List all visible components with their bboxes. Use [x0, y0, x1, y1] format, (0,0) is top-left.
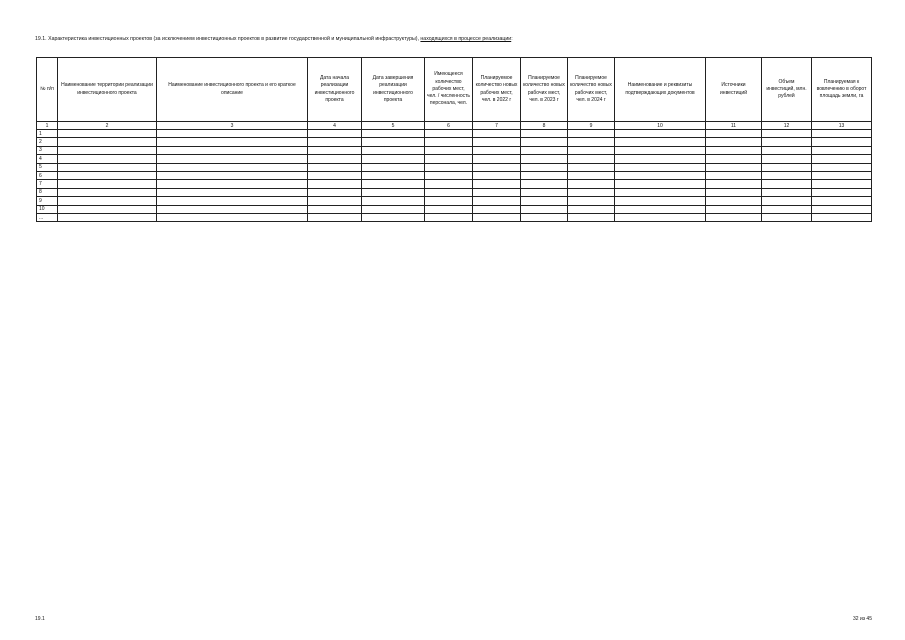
- table-cell: [425, 138, 473, 146]
- table-cell: [706, 130, 762, 138]
- table-cell: [615, 197, 706, 205]
- table-cell: [568, 213, 615, 221]
- table-cell: [308, 130, 362, 138]
- table-cell: [308, 146, 362, 154]
- table-cell: [473, 163, 521, 171]
- table-cell: [308, 205, 362, 213]
- table-cell: [521, 146, 568, 154]
- table-cell: [706, 205, 762, 213]
- table-cell: [762, 130, 812, 138]
- table-cell: [615, 180, 706, 188]
- table-cell: [425, 197, 473, 205]
- column-number: 4: [308, 122, 362, 130]
- table-cell: [58, 205, 157, 213]
- column-number: 3: [157, 122, 308, 130]
- table-row: [37, 205, 872, 213]
- table-cell: [58, 171, 157, 179]
- table-cell: [568, 205, 615, 213]
- table-cell: [568, 138, 615, 146]
- table-cell: [812, 146, 872, 154]
- table-cell: [812, 163, 872, 171]
- table-cell: [568, 163, 615, 171]
- table-cell: [762, 163, 812, 171]
- table-cell: [473, 171, 521, 179]
- table-cell: [362, 130, 425, 138]
- table-row: [37, 163, 872, 171]
- section-caption: [35, 36, 513, 42]
- table-cell: [706, 213, 762, 221]
- table-cell: [706, 171, 762, 179]
- table-cell: [521, 188, 568, 196]
- table-cell: [362, 146, 425, 154]
- table-cell: [362, 155, 425, 163]
- table-cell: [521, 180, 568, 188]
- column-header: Планируемая к вовлечению в оборот площадь земли, га: [812, 58, 872, 122]
- table-row: [37, 180, 872, 188]
- table-cell: [362, 171, 425, 179]
- table-cell: [706, 146, 762, 154]
- column-header: Планируемое количество новых рабочих мест, чел. в 2022 г: [473, 58, 521, 122]
- table-cell: [706, 197, 762, 205]
- table-cell: [58, 130, 157, 138]
- table-cell: [812, 180, 872, 188]
- table-cell: [521, 155, 568, 163]
- row-number: 1: [37, 130, 58, 138]
- column-number: 1: [37, 122, 58, 130]
- table-cell: [521, 171, 568, 179]
- column-number-row: [37, 122, 872, 130]
- table-cell: [473, 213, 521, 221]
- column-header: Дата начала реализации инвестиционного проекта: [308, 58, 362, 122]
- column-number: 11: [706, 122, 762, 130]
- table-cell: [308, 171, 362, 179]
- row-number: 8: [37, 188, 58, 196]
- column-header: Источники инвестиций: [706, 58, 762, 122]
- column-number: 7: [473, 122, 521, 130]
- table-cell: [157, 180, 308, 188]
- table-cell: [425, 146, 473, 154]
- table-cell: [762, 180, 812, 188]
- table-row: [37, 130, 872, 138]
- table-cell: [812, 213, 872, 221]
- table-cell: [615, 213, 706, 221]
- table-cell: [762, 155, 812, 163]
- table-cell: [812, 138, 872, 146]
- table-cell: [615, 138, 706, 146]
- footer-page-number: 32 из 45: [853, 616, 872, 622]
- table-cell: [706, 180, 762, 188]
- table-cell: [473, 138, 521, 146]
- table-cell: [762, 197, 812, 205]
- table-cell: [157, 171, 308, 179]
- column-number: 12: [762, 122, 812, 130]
- table-cell: [362, 197, 425, 205]
- column-header: Наименование и реквизиты подтверждающих документов: [615, 58, 706, 122]
- table-cell: [812, 155, 872, 163]
- table-cell: [473, 180, 521, 188]
- table-row: [37, 188, 872, 196]
- table-cell: [568, 180, 615, 188]
- table-cell: [615, 205, 706, 213]
- table-cell: [157, 155, 308, 163]
- table-cell: [762, 188, 812, 196]
- table-cell: [157, 213, 308, 221]
- row-number: 9: [37, 197, 58, 205]
- column-number: 2: [58, 122, 157, 130]
- table-cell: [308, 213, 362, 221]
- table-cell: [706, 138, 762, 146]
- table-cell: [521, 213, 568, 221]
- table-cell: [568, 146, 615, 154]
- table-cell: [425, 155, 473, 163]
- table-cell: [568, 171, 615, 179]
- row-number: 3: [37, 146, 58, 154]
- caption-text: 19.1. Характеристика инвестиционных проектов (за исключением инвестиционных проектов в развитие государственной и муниципальной инфраструктуры),: [35, 36, 421, 42]
- column-header: Планируемое количество новых рабочих мест, чел. в 2024 г: [568, 58, 615, 122]
- caption-end: :: [511, 36, 513, 42]
- table-cell: [425, 180, 473, 188]
- table-cell: [615, 155, 706, 163]
- table-cell: [473, 155, 521, 163]
- column-header: Планируемое количество новых рабочих мест, чел. в 2023 г: [521, 58, 568, 122]
- table-cell: [615, 163, 706, 171]
- table-cell: [362, 188, 425, 196]
- investment-projects-table: [36, 57, 872, 222]
- column-header: Наименование инвестиционного проекта и его краткое описание: [157, 58, 308, 122]
- table-cell: [362, 205, 425, 213]
- table-cell: [58, 180, 157, 188]
- table-cell: [615, 171, 706, 179]
- table-cell: [521, 205, 568, 213]
- table-row: [37, 171, 872, 179]
- column-header: Объем инвестиций, млн. рублей: [762, 58, 812, 122]
- table-row: [37, 138, 872, 146]
- table-cell: [762, 205, 812, 213]
- table-cell: [157, 146, 308, 154]
- table-cell: [762, 213, 812, 221]
- table-cell: [58, 163, 157, 171]
- table-cell: [812, 197, 872, 205]
- table-cell: [568, 130, 615, 138]
- table-cell: [425, 205, 473, 213]
- column-header: № п/п: [37, 58, 58, 122]
- table-cell: [521, 197, 568, 205]
- table-cell: [425, 213, 473, 221]
- table-cell: [157, 130, 308, 138]
- table-cell: [157, 205, 308, 213]
- table-cell: [568, 188, 615, 196]
- row-number: 6: [37, 171, 58, 179]
- table-cell: [58, 188, 157, 196]
- table-cell: [308, 163, 362, 171]
- table-row: [37, 146, 872, 154]
- table-cell: [473, 146, 521, 154]
- caption-underlined-text: находящихся в процессе реализации: [420, 36, 512, 42]
- header-row: [37, 58, 872, 122]
- table-cell: [362, 138, 425, 146]
- table-cell: [521, 163, 568, 171]
- table-cell: [521, 130, 568, 138]
- table-cell: [308, 188, 362, 196]
- table-cell: [425, 188, 473, 196]
- table-cell: [58, 197, 157, 205]
- table-cell: [157, 138, 308, 146]
- row-number: 10: [37, 205, 58, 213]
- row-number: 4: [37, 155, 58, 163]
- column-number: 13: [812, 122, 872, 130]
- table-cell: [157, 197, 308, 205]
- table-cell: [706, 163, 762, 171]
- table-cell: [308, 138, 362, 146]
- row-number: 2: [37, 138, 58, 146]
- row-number: ...: [37, 213, 58, 221]
- table-cell: [762, 138, 812, 146]
- table-cell: [812, 130, 872, 138]
- table-cell: [762, 171, 812, 179]
- table-cell: [157, 163, 308, 171]
- table-body: [37, 130, 872, 222]
- table-cell: [308, 180, 362, 188]
- footer-section-number: 19.1: [35, 616, 45, 622]
- table-cell: [362, 163, 425, 171]
- column-header: Дата завершения реализации инвестиционного проекта: [362, 58, 425, 122]
- table-cell: [362, 213, 425, 221]
- table-cell: [706, 155, 762, 163]
- table-cell: [812, 205, 872, 213]
- table-cell: [308, 155, 362, 163]
- table-row: [37, 197, 872, 205]
- table-cell: [157, 188, 308, 196]
- table-row: [37, 155, 872, 163]
- table-cell: [473, 188, 521, 196]
- table-cell: [473, 130, 521, 138]
- table-row: [37, 213, 872, 221]
- table-cell: [812, 188, 872, 196]
- table-cell: [762, 146, 812, 154]
- table-cell: [568, 155, 615, 163]
- column-number: 5: [362, 122, 425, 130]
- table-cell: [615, 188, 706, 196]
- table-cell: [58, 138, 157, 146]
- table-cell: [362, 180, 425, 188]
- table-cell: [615, 146, 706, 154]
- table-cell: [473, 205, 521, 213]
- table-cell: [521, 138, 568, 146]
- column-header: Наименование территории реализации инвестиционного проекта: [58, 58, 157, 122]
- column-number: 9: [568, 122, 615, 130]
- table-cell: [58, 213, 157, 221]
- table-cell: [568, 197, 615, 205]
- table-cell: [425, 171, 473, 179]
- row-number: 5: [37, 163, 58, 171]
- row-number: 7: [37, 180, 58, 188]
- table-cell: [812, 171, 872, 179]
- table-cell: [473, 197, 521, 205]
- table-cell: [58, 155, 157, 163]
- column-number: 8: [521, 122, 568, 130]
- table-cell: [615, 130, 706, 138]
- table-cell: [58, 146, 157, 154]
- column-number: 10: [615, 122, 706, 130]
- table-cell: [308, 197, 362, 205]
- table-cell: [425, 163, 473, 171]
- column-header: Имеющееся количество рабочих мест, чел. / численность персонала, чел.: [425, 58, 473, 122]
- table-cell: [425, 130, 473, 138]
- column-number: 6: [425, 122, 473, 130]
- table-cell: [706, 188, 762, 196]
